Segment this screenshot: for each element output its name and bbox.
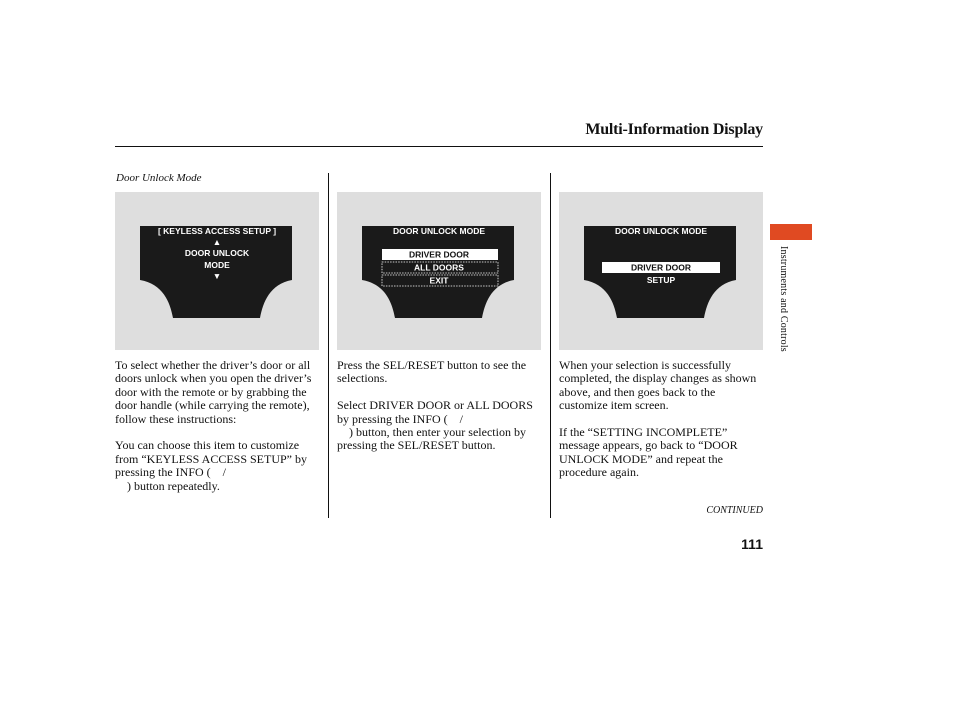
lcd-line-door-unlock: DOOR UNLOCK	[184, 248, 250, 258]
display-panel-keyless	[115, 192, 319, 350]
col3-paragraph-1: When your selection is successfully completed, the display changes as shown above, and then goes back to the customize item screen.	[559, 358, 757, 413]
lcd-option-all-doors: ALL DOORS	[414, 262, 464, 273]
lcd-option-driver-door: DRIVER DOOR	[409, 249, 469, 260]
continued-label: CONTINUED	[706, 505, 763, 516]
lcd-line-mode: MODE	[204, 260, 230, 270]
arrow-up-icon: ▲	[212, 237, 222, 247]
section-tab	[770, 224, 812, 240]
arrow-down-icon: ▼	[212, 271, 222, 281]
side-section-label: Instruments and Controls	[778, 246, 789, 352]
column-divider-1	[328, 173, 329, 518]
display-panel-selection	[337, 192, 541, 350]
lcd-line-keyless: [ KEYLESS ACCESS SETUP ]	[157, 226, 277, 236]
lcd-title: DOOR UNLOCK MODE	[614, 226, 708, 236]
column-divider-2	[550, 173, 551, 518]
col2-paragraph-1: Press the SEL/RESET button to see the selections.	[337, 358, 527, 386]
col2-text: Select DRIVER DOOR or ALL DOORS by pressing the INFO (	[337, 398, 533, 426]
lcd-line-setup: SETUP	[646, 275, 676, 285]
lcd-title: DOOR UNLOCK MODE	[392, 226, 486, 236]
column-3-text	[559, 359, 765, 493]
slash: /	[222, 465, 226, 480]
lcd-option-exit: EXIT	[429, 275, 449, 286]
column-1-text	[115, 359, 321, 506]
col2-text: ) button, then enter your selection by pressing the SEL/RESET button.	[337, 425, 526, 453]
page-title: Multi-Information Display	[585, 121, 763, 138]
col1-paragraph-2	[115, 439, 321, 493]
column-2-text	[337, 359, 543, 466]
col1-paragraph-1: To select whether the driver’s door or all doors unlock when you open the driver’s door with the remote or by grabbing the door handle (while carrying the remote), follow these instructions:	[115, 358, 312, 426]
col1-text: ) button repeatedly.	[127, 478, 220, 493]
section-label: Door Unlock Mode	[116, 172, 202, 184]
col3-paragraph-2: If the “SETTING INCOMPLETE” message appears, go back to “DOOR UNLOCK MODE” and repeat the procedure again.	[559, 425, 738, 480]
lcd-line-driver-door: DRIVER DOOR	[631, 262, 691, 273]
col2-paragraph-2	[337, 399, 543, 453]
col1-text: You can choose this item to customize from “KEYLESS ACCESS SETUP” by pressing the INFO (	[115, 438, 308, 480]
display-panel-complete	[559, 192, 763, 350]
header-divider	[115, 146, 763, 147]
page-number: 111	[741, 536, 763, 552]
slash: /	[459, 411, 463, 426]
